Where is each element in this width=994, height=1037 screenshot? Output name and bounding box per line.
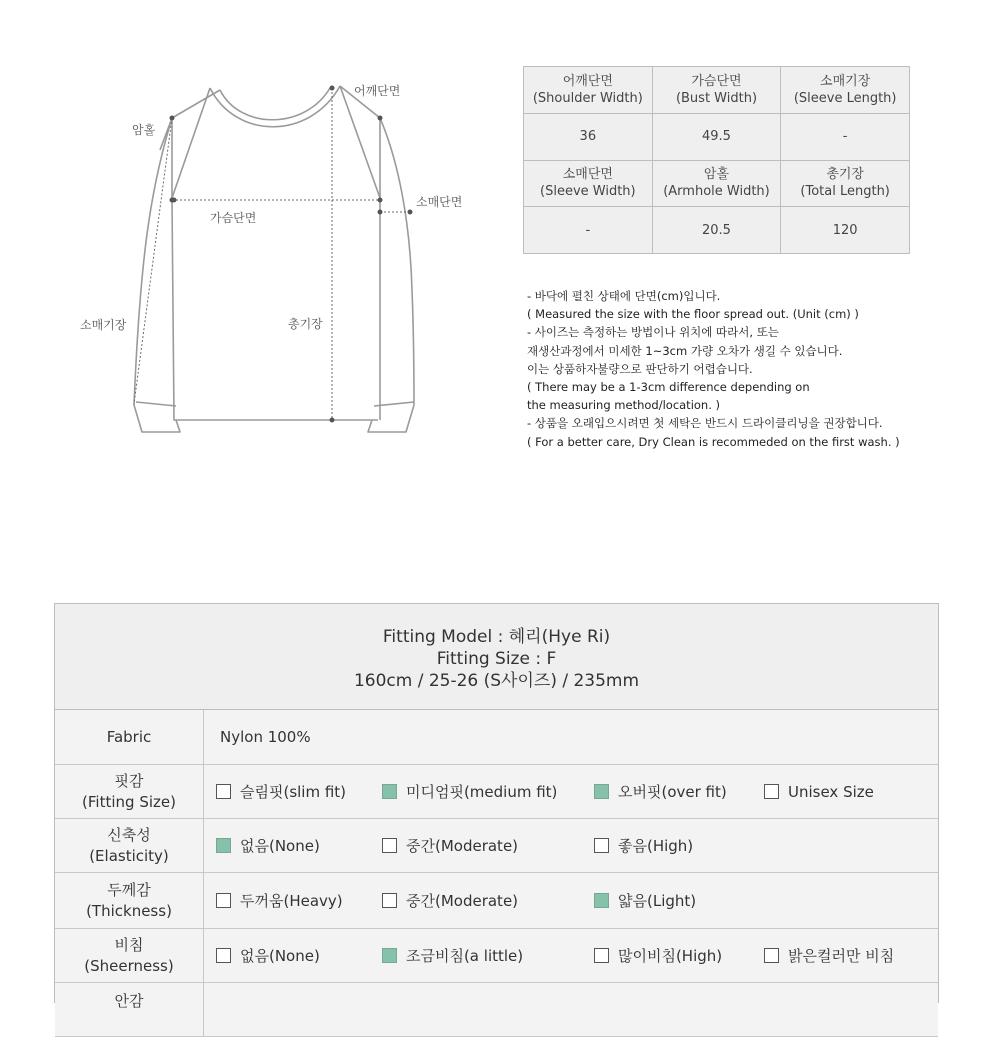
note-line: - 바닥에 펼친 상태에 단면(cm)입니다. — [527, 289, 721, 303]
header-armhole: 암홀 (Armhole Width) — [652, 160, 781, 207]
value-sleeve-length: - — [781, 113, 910, 160]
checkbox[interactable] — [216, 784, 231, 799]
option-thickness-heavy[interactable]: 두꺼움(Heavy) — [216, 873, 343, 928]
header-total-length: 총기장 (Total Length) — [781, 160, 910, 207]
value-sleeve-width: - — [524, 207, 653, 254]
value-shoulder: 36 — [524, 113, 653, 160]
option-thickness-light[interactable]: 얇음(Light) — [594, 873, 696, 928]
label-sleeve-length: 소매기장 — [80, 318, 127, 332]
checkbox-checked[interactable] — [382, 784, 397, 799]
fit-row — [55, 765, 938, 819]
size-header-row — [524, 67, 910, 114]
fitting-header — [55, 604, 938, 710]
checkbox[interactable] — [764, 784, 779, 799]
option-sheer-high[interactable]: 많이비침(High) — [594, 929, 722, 982]
checkbox[interactable] — [216, 893, 231, 908]
header-bust: 가슴단면 (Bust Width) — [652, 67, 781, 114]
label-sleeve-width: 소매단면 — [416, 195, 463, 209]
lining-label: 안감 — [55, 983, 204, 1036]
checkbox-checked[interactable] — [594, 893, 609, 908]
checkbox[interactable] — [382, 893, 397, 908]
header-sleeve-width: 소매단면 (Sleeve Width) — [524, 160, 653, 207]
note-line: - 상품을 오래입으시려면 첫 세탁은 반드시 드라이클리닝을 권장합니다. — [527, 416, 883, 431]
elasticity-row — [55, 819, 938, 873]
fitting-info-table — [54, 603, 939, 1010]
thickness-label: 두께감 (Thickness) — [55, 873, 204, 928]
option-thickness-moderate[interactable]: 중간(Moderate) — [382, 873, 518, 928]
elasticity-label: 신축성 (Elasticity) — [55, 819, 204, 872]
option-slim-fit[interactable]: 슬림핏(slim fit) — [216, 765, 346, 818]
size-table — [523, 66, 910, 254]
note-line: ( For a better care, Dry Clean is recommeded on the first wash. ) — [527, 434, 900, 449]
garment-diagram — [0, 0, 500, 460]
option-elasticity-high[interactable]: 좋음(High) — [594, 819, 693, 872]
option-medium-fit[interactable]: 미디엄핏(medium fit) — [382, 765, 557, 818]
sheerness-label: 비침 (Sheerness) — [55, 929, 204, 982]
measurement-notes — [527, 287, 967, 451]
note-line: 재생산과정에서 미세한 1~3cm 가량 오차가 생길 수 있습니다. — [527, 343, 843, 358]
value-bust: 49.5 — [652, 113, 781, 160]
size-value-row — [524, 207, 910, 254]
header-sleeve-length: 소매기장 (Sleeve Length) — [781, 67, 910, 114]
lining-row — [55, 983, 938, 1037]
fabric-value: Nylon 100% — [220, 728, 311, 746]
option-sheer-none[interactable]: 없음(None) — [216, 929, 320, 982]
checkbox[interactable] — [382, 838, 397, 853]
label-total-length: 총기장 — [288, 317, 323, 331]
thickness-row — [55, 873, 938, 929]
label-bust: 가슴단면 — [210, 211, 257, 225]
label-shoulder: 어깨단면 — [354, 84, 401, 98]
fitting-body-info: 160cm / 25-26 (S사이즈) / 235mm — [353, 671, 640, 691]
note-line: the measuring method/location. ) — [527, 398, 721, 413]
checkbox[interactable] — [216, 948, 231, 963]
option-sheer-little[interactable]: 조금비침(a little) — [382, 929, 523, 982]
note-line: 이는 상품하자불량으로 판단하기 어렵습니다. — [527, 361, 753, 376]
note-line: - 사이즈는 측정하는 방법이나 위치에 따라서, 또는 — [527, 325, 779, 340]
fit-label: 핏감 (Fitting Size) — [55, 765, 204, 818]
option-unisex-size[interactable]: Unisex Size — [764, 765, 874, 818]
note-line: ( Measured the size with the floor spread out. (Unit (cm) ) — [527, 307, 859, 322]
sheerness-row — [55, 929, 938, 983]
note-line: ( There may be a 1-3cm difference depending on — [527, 380, 810, 395]
size-value-row — [524, 113, 910, 160]
fabric-label: Fabric — [55, 710, 204, 764]
checkbox-checked[interactable] — [594, 784, 609, 799]
checkbox[interactable] — [594, 948, 609, 963]
checkbox-checked[interactable] — [382, 948, 397, 963]
option-over-fit[interactable]: 오버핏(over fit) — [594, 765, 727, 818]
fitting-model: Fitting Model : 혜리(Hye Ri) — [382, 627, 611, 647]
size-header-row — [524, 160, 910, 207]
checkbox[interactable] — [594, 838, 609, 853]
checkbox-checked[interactable] — [216, 838, 231, 853]
option-sheer-bright-only[interactable]: 밝은컬러만 비침 — [764, 929, 894, 982]
value-total-length: 120 — [781, 207, 910, 254]
fitting-size: Fitting Size : F — [436, 649, 557, 669]
header-shoulder: 어깨단면 (Shoulder Width) — [524, 67, 653, 114]
option-elasticity-none[interactable]: 없음(None) — [216, 819, 320, 872]
fabric-row — [55, 710, 938, 765]
value-armhole: 20.5 — [652, 207, 781, 254]
checkbox[interactable] — [764, 948, 779, 963]
option-elasticity-moderate[interactable]: 중간(Moderate) — [382, 819, 518, 872]
label-armhole: 암홀 — [132, 123, 156, 137]
